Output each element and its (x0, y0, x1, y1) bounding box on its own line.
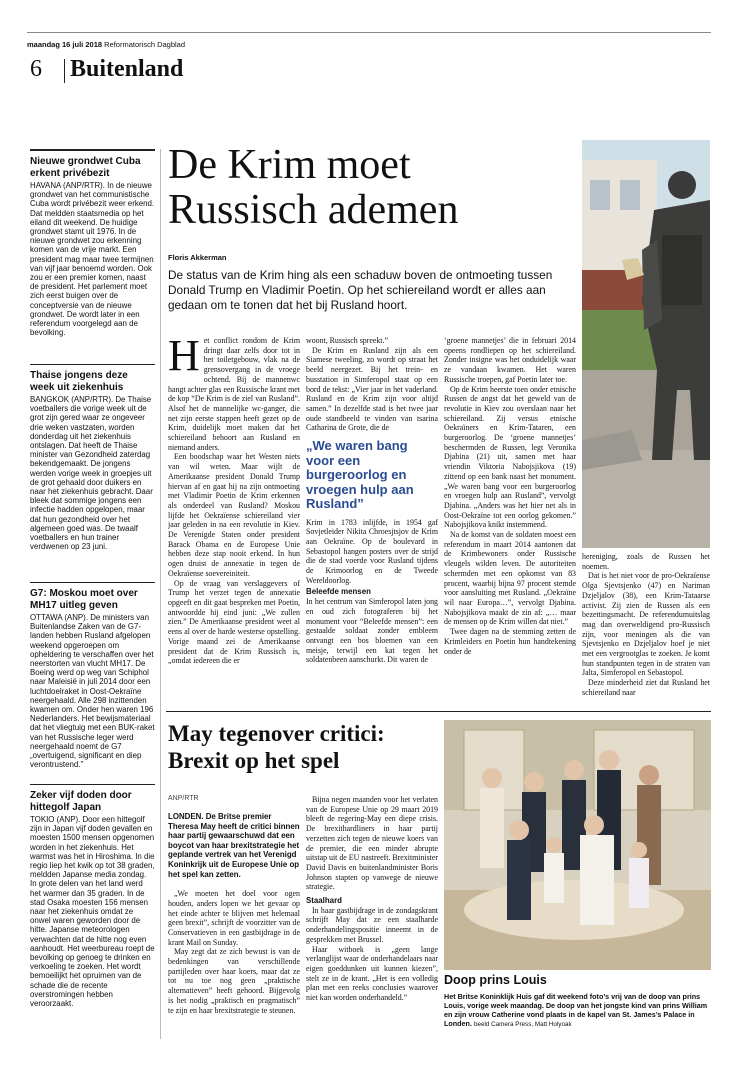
krim-column-3 (444, 336, 576, 704)
krim-paragraph: Dat is het niet voor de pro-Oekraïense Olga Sjevtsjenko (47) en Nariman Dzjeljalov (38), een Krim-Tataarse activist. Zij zien de Russen als een bezettingsmacht. De referendumuitslag mag dan overweldigend pro-Russisch zijn, voor meningen als die van Sjevtsjenko en Dzjeljalov hoef je niet met een vergrootglas te zoeken. Je komt hun standpunten tegen in de straten van Jalta, Simferopol en Sebastopol. (582, 571, 710, 678)
news-sidebar (30, 149, 155, 1042)
top-rule (27, 32, 711, 33)
louis-heading: Doop prins Louis (444, 973, 547, 987)
sidebar-item-text: BANGKOK (ANP/RTR). De Thaise voetballers die vorige week uit de grot zijn gered waar ze ongeveer drie weken vastzaten, worden donderdag uit het ziekenhuis ontslagen. Dat heeft de Thaise minister van Gezondheid zaterdag bekendgemaakt. De jongens werden vorige week in groepjes uit de grot gehaald door duikers en naar het ziekenhuis gebracht. Daar bleek dat sommige jongens een infectie hadden opgelopen, maar dat hun gezondheid over het algemeen goed was. De twaalf voetballers en hun trainer verdwenen op 23 juni. (30, 395, 153, 552)
sidebar-item (30, 784, 155, 1042)
page-number: 6 (30, 56, 42, 82)
sidebar-divider (160, 149, 161, 1039)
header-divider (64, 59, 65, 83)
sidebar-item-text: TOKIO (ANP). Door een hittegolf zijn in Japan vijf doden gevallen en moesten 1500 mensen opgenomen worden in het ziekenhuis. Het warmst was het in Hiroshima. In die regio liep het kwik op tot 38 graden, meldden Japanse media zondag. In grote delen van het land werd het warmer dan 35 graden. In de stad Osaka moesten 156 mensen naar het ziekenhuis omdat ze onwel waren geworden door de hitte. Japanse meteorologen verwachten dat de hitte nog even aanhoudt. Het weerbureau roept de bevolking op genoeg te drinken en verkoeling te zoeken. Het wordt bemoeilijkt het opruimen van de schade die de recente overstromingen hebben veroorzaakt. (30, 815, 155, 1009)
krim-paragraph: Deze minderheid ziet dat Rusland het schiereiland naar (582, 678, 710, 697)
krim-paragraph: Op de Krim heerste toen onder etnische Russen de angst dat het geweld van de revolutie in Kiev zou overslaan naar het schiereiland. Zij versus etnische Oekraïners en Krim-Tataren, een burgeroorlog. De ‘groene mannetjes’ beschermden de Russen, legt Veronika Djabina (21) uit, samen met haar vriendin Viktoria Nabojsjikova (19) zittend op een bank naast het monument. „We waren bang voor een burgeroorlog en vroegen hulp aan Rusland”, vervolgt Djabina. „Anders was het hier net als in Oost-Oekraïne tot een oorlog gekomen.” Nabojsjikova knikt instemmend. (444, 384, 576, 530)
sidebar-item (30, 582, 155, 784)
may-paragraph: Haar witboek is „geen lange verlanglijst waar de onderhandelaars naar eigen goeddunken uit kunnen kiezen”, stelt ze in de krant. „Het is een volledig plan met een reeks conclusies waarover niet kan worden onderhandeld.” (306, 944, 438, 1003)
may-paragraph: May zegt dat ze zich bewust is van de bedenkingen van verschillende partijleden over haar koers, maar dat ze tot nu toe nog geen „praktische alternatieven” heeft gehoord. Bijgevolg is het nodig „praktisch en pragmatisch” te zijn en haar brexitstrategie te steunen. (168, 947, 300, 1015)
krim-column-1 (168, 336, 300, 704)
krim-paragraph: et conflict rondom de Krim dringt daar zelfs door tot in het toiletgebouw, vlak na de grensovergang in de vroege ochtend. Bij de mannenwc hangt achter glas een Russische krant met de kop “De Krim is de ziel van Rusland”. Alsof het de mannelijke wc-ganger, die net zijn eerste stappen heeft gezet op de Krim, duidelijk moet maken dat het schiereiland behoort aan Rusland en niemand anders. (168, 336, 300, 452)
sidebar-item (30, 364, 155, 582)
louis-credit: beeld Camera Press, Matt Holyoak (473, 1021, 572, 1028)
krim-subheading: Beleefde mensen (306, 587, 371, 597)
sidebar-item-title: Thaise jongens deze week uit ziekenhuis (30, 370, 128, 393)
royal-family-photo (444, 720, 711, 970)
may-paragraph: In haar gastbijdrage in de zondagskrant schrijft May dat ze een staalharde onderhandelingspositie inneemt in de gesprekken met Brussel. (306, 905, 438, 944)
royal-family-image (444, 720, 711, 970)
krim-pull-quote: „We waren bang voor een burgeroorlog en vroegen hulp aan Rusland” (306, 438, 414, 512)
krim-paragraph: Een boodschap waar het Westen niets van wil weten. Maar wijlt de Amerikaanse president Donald Trump hiervan af en gaat hij na zijn ontmoeting met Vladimir Poetin de Krim erkennen als onderdeel van Rusland? Moskou lijfde het Oekraïense schiereiland vier jaar geleden in na een revolutie in Kiev. De Verenigde Staten onder president Barack Obama en de Europese Unie hebben deze stap nooit erkend. In hun ogen druist de annexatie in tegen de Oekraïense soevereiniteit. (168, 452, 300, 578)
soldier-statue-image (582, 140, 710, 548)
krim-paragraph: Op de vraag van verslaggevers of Trump het verzet tegen de annexatie opgeeft en dit gaat bespreken met Poetin, antwoordde hij eind juni: „We zullen zien.” De Amerikaanse president weet al eens al over de harde westerse opstelling. Vorige maand zei de Amerikaanse president dat de Krim Russisch is, „omdat iedereen die er (168, 578, 300, 666)
section-title: Buitenland (70, 56, 184, 82)
soldier-statue-photo (582, 140, 710, 548)
may-paragraph: Bijna negen maanden voor het verlaten van de Europese Unie op 29 maart 2019 bleeft de regering-May een diepe crisis. De brexithardliners in haar partij verzetten zich tegen de nieuwe koers van de premier, die een minder abrupte uitstap uit de EU nastreeft. Brexitminister David Davis en buitenlandminister Boris Johnson stapten op vanwege de nieuwe strategie. (306, 795, 438, 892)
story-divider (166, 711, 711, 712)
krim-paragraph: In het centrum van Simferopol laten jong en oud zich fotograferen bij het monument voor “Beleefde mensen”: een gestaalde soldaat zonder embleem ontvangt een bos bloemen van een meisje, terwijl een kat tegen het soldatenbeen aanschurkt. Dit waren de (306, 597, 438, 665)
krim-paragraph: Na de komst van de soldaten moest een referendum in maart 2014 aantonen dat de Krimbewoners onder Russische vleugels wilden leven. De autoriteiten schermden met een opkomst van 83 procent, waarbij bijna 97 procent stemde voor aansluiting met Rusland. „Oekraïne wil naar Europa…”, vervolgt Djabina. Nabojsjikova maakt de zin af: „… maar de mensen op de Krim willen dat niet.” (444, 530, 576, 627)
may-headline-line: Brexit op het spel (168, 748, 340, 773)
krim-paragraph: Krim in 1783 inlijfde, in 1954 gaf Sovjetleider Nikita Chroesjtsjov de Krim aan Oekraïne. Op de boulevard in Sebastopol hangen posters over de strijd die de stad voerde voor Rusland tijdens de Krimoorlog en de Tweede Wereldoorlog. (306, 517, 438, 585)
may-subheading: Staalhard (306, 896, 342, 906)
krim-lead: De status van de Krim hing als een schaduw boven de ontmoeting tussen Donald Trump en Vladimir Poetin. Op het schiereiland wordt er alles aan gedaan om te tonen dat het bij Rusland hoort. (168, 268, 553, 312)
krim-paragraph: woont, Russisch spreekt.” (306, 336, 388, 345)
sidebar-item-text: OTTAWA (ANP). De ministers van Buitenlandse Zaken van de G7-landen hebben Rusland afgelopen weekend opgeroepen om opheldering te verschaffen over het neerstorten van vlucht MH17. De Boeing werd op weg van Schiphol naar Maleisië in juli 2014 door een luchtdoelraket in Oost-Oekraïne neergehaald. Alle 298 inzittenden kwamen om. Onder hen waren 196 Nederlanders. Het bewijsmateriaal dat het vliegtuig met een BUK-raket van het Russische leger werd neergehaald noemt de G7 „overtuigend, significant en diep verontrustend.” (30, 613, 155, 770)
may-column-2 (306, 795, 438, 1040)
sidebar-item-text: HAVANA (ANP/RTR). In de nieuwe grondwet van het communistische Cuba wordt privébezit weer erkend. Dat meldden staatsmedia op het eiland dit weekend. De huidige grondwet stamt uit 1976. In de nieuwe grondwet zou erkenning komen van de vrije markt. Een president mag maar twee termijnen van vijf jaar benoemd worden. Ook zou er een premier komen, naast de president. Het parlement moet zich eerst buigen over de conceptversie van de nieuwe grondwet. De wordt later in een referendum voorgelegd aan de bevolking. (30, 181, 155, 338)
may-column-1 (168, 812, 300, 1040)
sidebar-item-title: G7: Moskou moet over MH17 uitleg geven (30, 588, 138, 611)
may-headline (168, 720, 433, 774)
louis-caption-block (444, 992, 711, 1029)
sidebar-item-title: Zeker vijf doden door hittegolf Japan (30, 790, 132, 813)
krim-paragraph: Twee dagen na de stemming zetten de Krimleiders en Poetin hun handtekening onder de (444, 627, 576, 656)
may-source: ANP/RTR (168, 795, 199, 802)
sidebar-item (30, 149, 155, 364)
may-headline-line: May tegenover critici: (168, 721, 385, 746)
krim-byline: Floris Akkerman (168, 253, 227, 262)
masthead-date: maandag 16 juli 2018 (27, 40, 103, 49)
krim-paragraph: De Krim en Rusland zijn als een Siamese tweeling, zo wordt op straat het beeld neergezet. Bij het trein- en busstation in Simferopol staat op een bord de tekst: „Vier jaar in het vaderland. Rusland en de Krim zijn voor altijd samen.” In dezelfde stad is het twee jaar oude standbeeld te vinden van tsarina Catharina de Grote, die de (306, 345, 438, 433)
krim-dropcap: H (168, 336, 200, 380)
sidebar-item-title: Nieuwe grondwet Cuba erkent privébezit (30, 156, 141, 179)
krim-headline: De Krim moet Russisch ademen (168, 142, 459, 233)
masthead-dateline (27, 40, 185, 49)
louis-caption: Het Britse Koninklijk Huis gaf dit weekend foto’s vrij van de doop van prins Louis, vorige week maandag. De doop van het jongste kind van prins William en zijn vrouw Catherine vond plaats in de kapel van St. James’s Palace in Londen. (444, 992, 708, 1028)
krim-column-4 (582, 552, 710, 704)
krim-paragraph: hereniging, zoals de Russen het noemen. (582, 552, 710, 571)
krim-paragraph: ‘groene mannetjes’ die in februari 2014 opeens rondliepen op het schiereiland. Zonder insigne was het onduidelijk waar ze vandaan kwamen. Het waren Russische troepen, gaf Poetin later toe. (444, 336, 576, 384)
masthead-paper: Reformatorisch Dagblad (104, 40, 186, 49)
may-paragraph: „We moeten het doel voor ogen houden, anders lopen we het gevaar op het einde achter te blijven met helemaal geen brexit”, schrijft de voorzitter van de Conservatieven in een gastbijdrage in de krant Mail on Sunday. (168, 889, 300, 947)
may-intro: LONDEN. De Britse premier Theresa May heeft de critici binnen haar partij gewaarschuwd dat een boycot van haar brexitstrategie het geplande vertrek van het Verenigd Koninkrijk uit de Europese Unie op het spel kan zetten. (168, 812, 300, 879)
krim-column-2 (306, 336, 438, 704)
